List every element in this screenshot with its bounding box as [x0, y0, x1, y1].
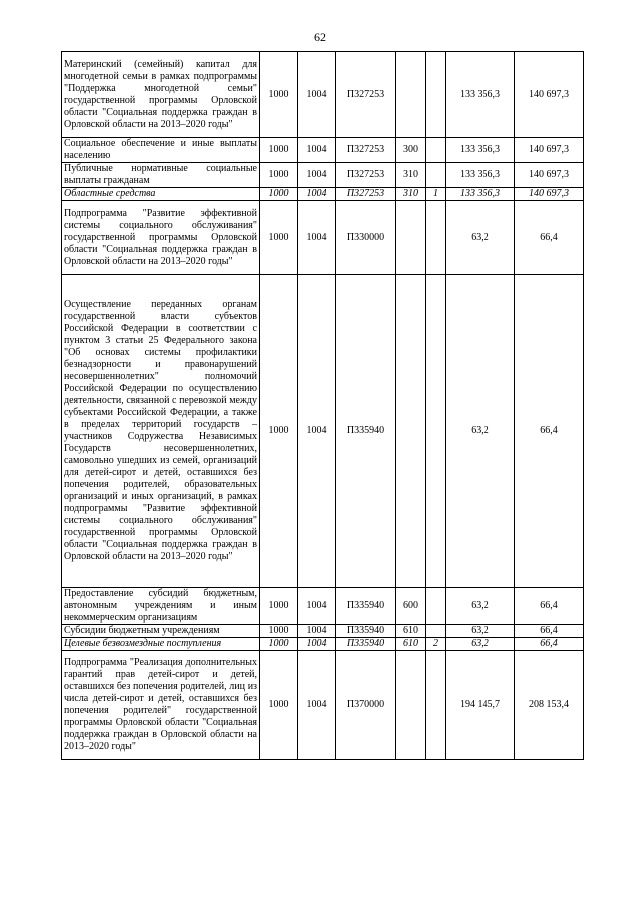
row-amount-year2: 66,4	[515, 638, 584, 651]
row-target-article: П335940	[336, 638, 396, 651]
row-target-article: П335940	[336, 625, 396, 638]
row-subsection: 1004	[298, 651, 336, 760]
row-funding-code	[426, 588, 446, 625]
row-subsection: 1004	[298, 638, 336, 651]
row-funding-code	[426, 275, 446, 588]
row-name: Подпрограмма "Развитие эффективной системы социального обслуживания" государственной программы Орловской области "Социальная поддержка граждан в Орловской области на 2013–2020 годы"	[62, 201, 260, 275]
row-section: 1000	[260, 625, 298, 638]
row-amount-year1: 133 356,3	[446, 138, 515, 163]
row-name: Субсидии бюджетным учреждениям	[62, 625, 260, 638]
table-row	[62, 638, 584, 651]
row-amount-year2: 140 697,3	[515, 163, 584, 188]
budget-table	[61, 51, 584, 760]
row-expense-type: 610	[396, 638, 426, 651]
row-expense-type: 300	[396, 138, 426, 163]
row-target-article: П370000	[336, 651, 396, 760]
row-amount-year1: 63,2	[446, 275, 515, 588]
row-target-article: П335940	[336, 588, 396, 625]
row-target-article: П330000	[336, 201, 396, 275]
row-name: Областные средства	[62, 188, 260, 201]
row-subsection: 1004	[298, 188, 336, 201]
row-section: 1000	[260, 588, 298, 625]
page-number: 62	[314, 30, 326, 44]
table-row	[62, 201, 584, 275]
row-target-article: П327253	[336, 188, 396, 201]
row-expense-type: 310	[396, 188, 426, 201]
row-section: 1000	[260, 651, 298, 760]
row-expense-type	[396, 201, 426, 275]
row-amount-year1: 63,2	[446, 638, 515, 651]
row-subsection: 1004	[298, 163, 336, 188]
table-row	[62, 275, 584, 588]
row-expense-type: 600	[396, 588, 426, 625]
row-section: 1000	[260, 638, 298, 651]
row-target-article: П327253	[336, 52, 396, 138]
row-amount-year2: 66,4	[515, 625, 584, 638]
row-name: Публичные нормативные социальные выплаты гражданам	[62, 163, 260, 188]
row-subsection: 1004	[298, 138, 336, 163]
table-row	[62, 188, 584, 201]
row-amount-year2: 66,4	[515, 588, 584, 625]
row-section: 1000	[260, 201, 298, 275]
row-name: Подпрограмма "Реализация дополнительных гарантий прав детей-сирот и детей, оставшихся без попечения родителей, лиц из числа детей-сирот и детей, оставшихся без попечения родителей" государственной программы Орловской области "Социальная поддержка граждан в Орловской области на 2013–2020 годы"	[62, 651, 260, 760]
row-expense-type	[396, 52, 426, 138]
row-funding-code	[426, 625, 446, 638]
row-subsection: 1004	[298, 201, 336, 275]
table-row	[62, 625, 584, 638]
row-amount-year2: 208 153,4	[515, 651, 584, 760]
row-name: Целевые безвозмездные поступления	[62, 638, 260, 651]
table-row	[62, 588, 584, 625]
table-row	[62, 52, 584, 138]
row-amount-year1: 133 356,3	[446, 188, 515, 201]
row-expense-type	[396, 275, 426, 588]
row-amount-year2: 140 697,3	[515, 188, 584, 201]
table-row	[62, 651, 584, 760]
row-section: 1000	[260, 138, 298, 163]
row-amount-year1: 63,2	[446, 201, 515, 275]
row-amount-year1: 63,2	[446, 588, 515, 625]
row-amount-year1: 63,2	[446, 625, 515, 638]
row-expense-type: 610	[396, 625, 426, 638]
row-section: 1000	[260, 188, 298, 201]
row-subsection: 1004	[298, 588, 336, 625]
row-name: Предоставление субсидий бюджетным, автономным учреждениям и иным некоммерческим организациям	[62, 588, 260, 625]
row-name: Социальное обеспечение и иные выплаты населению	[62, 138, 260, 163]
row-amount-year1: 194 145,7	[446, 651, 515, 760]
row-funding-code	[426, 201, 446, 275]
row-amount-year1: 133 356,3	[446, 163, 515, 188]
row-amount-year2: 66,4	[515, 275, 584, 588]
row-funding-code	[426, 138, 446, 163]
row-expense-type	[396, 651, 426, 760]
row-target-article: П335940	[336, 275, 396, 588]
row-funding-code: 2	[426, 638, 446, 651]
row-section: 1000	[260, 52, 298, 138]
row-funding-code	[426, 163, 446, 188]
row-amount-year2: 140 697,3	[515, 52, 584, 138]
row-funding-code	[426, 52, 446, 138]
row-amount-year2: 140 697,3	[515, 138, 584, 163]
row-subsection: 1004	[298, 625, 336, 638]
row-amount-year1: 133 356,3	[446, 52, 515, 138]
row-funding-code	[426, 651, 446, 760]
row-target-article: П327253	[336, 138, 396, 163]
row-target-article: П327253	[336, 163, 396, 188]
table-row	[62, 163, 584, 188]
row-name: Материнский (семейный) капитал для многодетной семьи в рамках подпрограммы "Поддержка многодетной семьи" государственной программы Орловской области "Социальная поддержка граждан в Орловской области на 2013–2020 годы"	[62, 52, 260, 138]
row-section: 1000	[260, 275, 298, 588]
row-subsection: 1004	[298, 52, 336, 138]
row-subsection: 1004	[298, 275, 336, 588]
row-expense-type: 310	[396, 163, 426, 188]
row-funding-code: 1	[426, 188, 446, 201]
row-amount-year2: 66,4	[515, 201, 584, 275]
row-name: Осуществление переданных органам государственной власти субъектов Российской Федерации в соответствии с пунктом 3 статьи 25 Федерального закона "Об основах системы профилактики безнадзорности и правонарушений несовершеннолетних" полномочий Российской Федерации по осуществлению деятельности, связанной с перевозкой между субъектами Российской Федерации, а также в пределах территорий государств – участников Содружества Независимых Государств несовершеннолетних, самовольно ушедших из семей, организаций для детей-сирот и детей, оставшихся без попечения родителей, образовательных организаций и иных организаций, в рамках подпрограммы "Развитие эффективной системы социального обслуживания" государственной программы Орловской области "Социальная поддержка граждан в Орловской области на 2013–2020 годы"	[62, 275, 260, 588]
row-section: 1000	[260, 163, 298, 188]
table-row	[62, 138, 584, 163]
